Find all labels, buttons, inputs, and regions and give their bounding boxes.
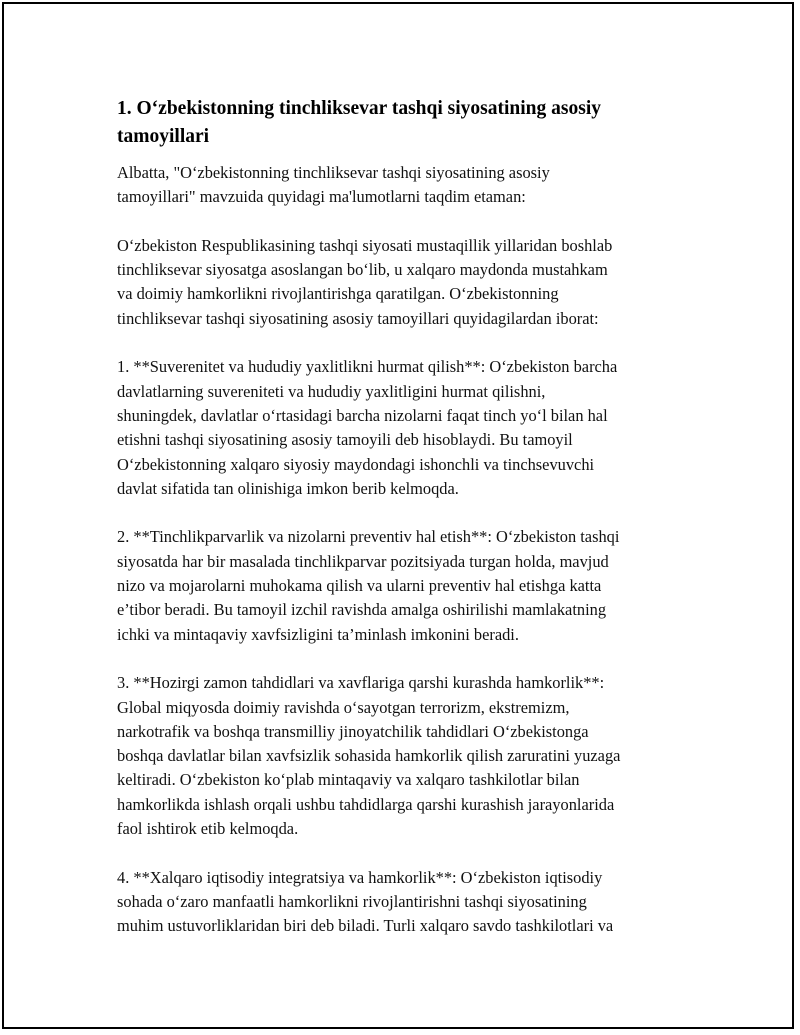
text-line: shuningdek, davlatlar o‘rtasidagi barcha nizolarni faqat tinch yo‘l bilan hal <box>117 405 608 425</box>
text-line: narkotrafik va boshqa transmilliy jinoyatchilik tahdidlari O‘zbekistonga <box>117 721 589 741</box>
text-line: 3. **Hozirgi zamon tahdidlari va xavflariga qarshi kurashda hamkorlik**: <box>117 673 605 693</box>
text-line: davlatlarning suvereniteti va hududiy yaxlitligini hurmat qilishni, <box>117 381 546 401</box>
intro-paragraph <box>117 161 697 210</box>
text-line: faol ishtirok etib kelmoqda. <box>117 819 299 839</box>
title-line: 1. O‘zbekistonning tinchliksevar tashqi siyosatining asosiy <box>117 98 601 119</box>
text-line: 1. **Suverenitet va hududiy yaxlitlikni hurmat qilish**: O‘zbekiston barcha <box>117 357 618 377</box>
text-line: etishni tashqi siyosatining asosiy tamoyili deb hisoblaydi. Bu tamoyil <box>117 430 573 450</box>
overview-paragraph <box>117 234 697 331</box>
text-line: siyosatda har bir masalada tinchlikparvar pozitsiyada turgan holda, mavjud <box>117 551 609 571</box>
text-line: e’tibor beradi. Bu tamoyil izchil ravishda amalga oshirilishi mamlakatning <box>117 600 607 620</box>
text-line: davlat sifatida tan olinishiga imkon berib kelmoqda. <box>117 478 459 498</box>
text-line: sohada o‘zaro manfaatli hamkorlikni rivojlantirishni tashqi siyosatining <box>117 891 587 911</box>
principle-1-paragraph <box>117 355 697 501</box>
principle-4-paragraph <box>117 866 697 939</box>
text-line: Albatta, "O‘zbekistonning tinchliksevar tashqi siyosatining asosiy <box>117 163 550 182</box>
text-line: 2. **Tinchlikparvarlik va nizolarni preventiv hal etish**: O‘zbekiston tashqi <box>117 527 620 547</box>
text-line: Global miqyosda doimiy ravishda o‘sayotgan terrorizm, ekstremizm, <box>117 697 570 717</box>
text-line: O‘zbekistonning xalqaro siyosiy maydondagi ishonchli va tinchsevuvchi <box>117 454 595 474</box>
text-line: muhim ustuvorliklaridan biri deb biladi. Turli xalqaro savdo tashkilotlari va <box>117 916 614 936</box>
text-line: tamoyillari" mavzuida quyidagi ma'lumotlarni taqdim etaman: <box>117 187 526 207</box>
principle-2-paragraph <box>117 525 697 646</box>
text-line: tinchliksevar siyosatga asoslangan bo‘lib, u xalqaro maydonda mustahkam <box>117 260 608 280</box>
document-title <box>117 95 697 151</box>
text-line: keltiradi. O‘zbekiston ko‘plab mintaqaviy va xalqaro tashkilotlar bilan <box>117 770 580 790</box>
text-line: hamkorlikda ishlash orqali ushbu tahdidlarga qarshi kurashish jarayonlarida <box>117 794 615 814</box>
principle-3-paragraph <box>117 671 697 841</box>
text-line: tinchliksevar tashqi siyosatining asosiy tamoyillari quyidagilardan iborat: <box>117 308 599 328</box>
text-line: nizo va mojarolarni muhokama qilish va ularni preventiv hal etishga katta <box>117 576 602 596</box>
text-line: 4. **Xalqaro iqtisodiy integratsiya va hamkorlik**: O‘zbekiston iqtisodiy <box>117 867 603 887</box>
document-body <box>117 95 697 939</box>
title-line: tamoyillari <box>117 126 210 147</box>
text-line: boshqa davlatlar bilan xavfsizlik sohasida hamkorlik qilish zaruratini yuzaga <box>117 746 621 766</box>
text-line: ichki va mintaqaviy xavfsizligini ta’minlash imkonini beradi. <box>117 624 519 644</box>
text-line: O‘zbekiston Respublikasining tashqi siyosati mustaqillik yillaridan boshlab <box>117 235 613 255</box>
text-line: va doimiy hamkorlikni rivojlantirishga qaratilgan. O‘zbekistonning <box>117 284 559 304</box>
